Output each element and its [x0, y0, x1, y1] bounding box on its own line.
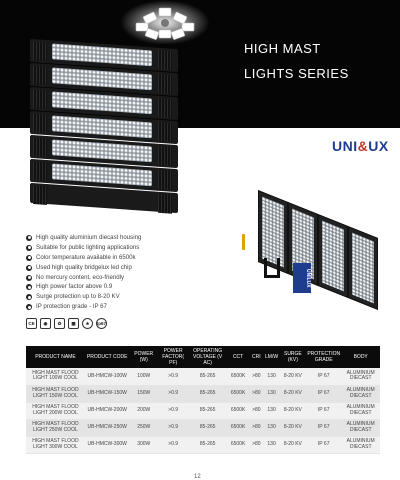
table-cell: HIGH MAST FLOOD LIGHT 100W COOL — [26, 368, 85, 385]
bullet-icon — [26, 235, 32, 241]
table-cell: ALUMINIUM DIECAST — [341, 402, 380, 419]
table-row — [26, 419, 380, 436]
bullet-icon — [26, 304, 32, 310]
table-cell: ALUMINIUM DIECAST — [341, 419, 380, 436]
col-header: LM/W — [263, 346, 279, 368]
table-cell: HIGH MAST FLOOD LIGHT 300W COOL — [26, 436, 85, 453]
feature-item: IP protection grade - IP 67 — [26, 302, 246, 312]
table-cell: >0.9 — [158, 368, 188, 385]
col-header: CCT — [227, 346, 249, 368]
table-cell: >0.9 — [158, 402, 188, 419]
ip-rating-icon: Ip67 — [96, 318, 107, 329]
table-cell: 250W — [130, 419, 158, 436]
table-cell: 6500K — [227, 385, 249, 402]
table-cell: 150W — [130, 385, 158, 402]
table-cell: 6500K — [227, 436, 249, 453]
floodlight-stack-image — [30, 44, 180, 212]
col-header: CRI — [249, 346, 263, 368]
chip-mark-icon: ▦ — [68, 318, 79, 329]
table-cell: 6500K — [227, 419, 249, 436]
table-cell: >0.9 — [158, 419, 188, 436]
table-cell: 8-20 KV — [280, 419, 306, 436]
table-cell: >80 — [249, 368, 263, 385]
bullet-icon — [26, 275, 32, 281]
hero-subtitle: LIGHTS SERIES — [244, 66, 349, 81]
table-cell: ALUMINIUM DIECAST — [341, 368, 380, 385]
col-header: POWER (W) — [130, 346, 158, 368]
table-cell: IP 67 — [306, 419, 341, 436]
table-row — [26, 385, 380, 402]
bullet-icon — [26, 245, 32, 251]
brand-logo: UNI&UX — [332, 138, 389, 154]
bullet-icon — [26, 255, 32, 261]
bis-mark-icon: ◉ — [40, 318, 51, 329]
certification-row — [26, 318, 107, 329]
table-cell: HIGH MAST FLOOD LIGHT 200W COOL — [26, 402, 85, 419]
table-cell: 85-265 — [188, 419, 227, 436]
table-cell: >0.9 — [158, 385, 188, 402]
feature-item: High quality aluminium diecast housing — [26, 233, 246, 243]
feature-item: Color temperature available in 6500k — [26, 253, 246, 263]
table-cell: >0.9 — [158, 436, 188, 453]
table-cell: UB-HMCW-300W — [85, 436, 130, 453]
col-header: PRODUCT NAME — [26, 346, 85, 368]
table-cell: 130 — [263, 385, 279, 402]
col-header: PRODUCT CODE — [85, 346, 130, 368]
feature-item: Used high quality bridgelux led chip — [26, 263, 246, 273]
table-cell: >80 — [249, 385, 263, 402]
spec-table — [26, 346, 380, 454]
table-cell: ALUMINIUM DIECAST — [341, 436, 380, 453]
table-cell: 8-20 KV — [280, 436, 306, 453]
table-row — [26, 436, 380, 453]
table-cell: ALUMINIUM DIECAST — [341, 385, 380, 402]
table-cell: >80 — [249, 402, 263, 419]
table-cell: 85-265 — [188, 402, 227, 419]
table-cell: 8-20 KV — [280, 368, 306, 385]
col-header: PROTECTION GRADE — [306, 346, 341, 368]
table-cell: IP 67 — [306, 436, 341, 453]
table-cell: UB-HMCW-250W — [85, 419, 130, 436]
table-row — [26, 402, 380, 419]
table-cell: >80 — [249, 436, 263, 453]
mounting-bracket — [264, 258, 280, 278]
feature-item: No mercury content, eco-friendly — [26, 273, 246, 283]
table-cell: 300W — [130, 436, 158, 453]
table-cell: UB-HMCW-100W — [85, 368, 130, 385]
table-cell: 6500K — [227, 402, 249, 419]
bullet-icon — [26, 294, 32, 300]
feature-item: Surge protection up to 8-20 KV — [26, 292, 246, 302]
table-cell: 8-20 KV — [280, 402, 306, 419]
table-cell: 130 — [263, 436, 279, 453]
high-mast-lamp-icon — [130, 6, 200, 40]
table-cell: HIGH MAST FLOOD LIGHT 150W COOL — [26, 385, 85, 402]
table-cell: 85-265 — [188, 436, 227, 453]
product-badge: UNILUX — [293, 263, 311, 293]
col-header: SURGE (KV) — [280, 346, 306, 368]
table-cell: IP 67 — [306, 368, 341, 385]
col-header: BODY — [341, 346, 380, 368]
table-cell: UB-HMCW-200W — [85, 402, 130, 419]
table-cell: 130 — [263, 402, 279, 419]
hero-title: HIGH MAST — [244, 41, 321, 56]
table-row — [26, 368, 380, 385]
table-cell: >80 — [249, 419, 263, 436]
col-header: POWER FACTOR( PF) — [158, 346, 188, 368]
feature-list — [26, 233, 246, 312]
table-cell: HIGH MAST FLOOD LIGHT 250W COOL — [26, 419, 85, 436]
table-cell: 6500K — [227, 368, 249, 385]
bullet-icon — [26, 284, 32, 290]
feature-item: High power factor above 0.9 — [26, 282, 246, 292]
table-cell: 100W — [130, 368, 158, 385]
feature-item: Suitable for public lighting applications — [26, 243, 246, 253]
table-cell: 200W — [130, 402, 158, 419]
recycle-mark-icon: ♻ — [54, 318, 65, 329]
bullet-icon — [26, 265, 32, 271]
col-header: OPERATING VOLTAGE (V AC) — [188, 346, 227, 368]
table-cell: IP 67 — [306, 385, 341, 402]
table-cell: IP 67 — [306, 402, 341, 419]
table-cell: 130 — [263, 368, 279, 385]
table-cell: 85-265 — [188, 385, 227, 402]
table-cell: 85-265 — [188, 368, 227, 385]
floodlight-product-image — [236, 196, 386, 296]
table-cell: UB-HMCW-150W — [85, 385, 130, 402]
warranty-mark-icon: ★ — [82, 318, 93, 329]
ce-mark-icon: CE — [26, 318, 37, 329]
table-cell: 130 — [263, 419, 279, 436]
table-cell: 8-20 KV — [280, 385, 306, 402]
page-number: 12 — [194, 474, 201, 480]
table-header-row — [26, 346, 380, 368]
